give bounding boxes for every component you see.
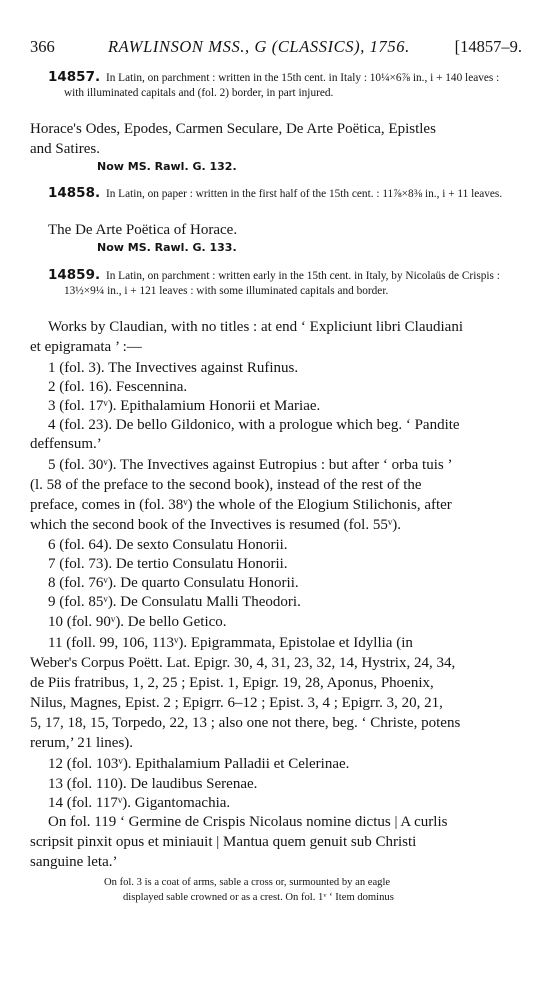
entry-number: 14859. [48, 267, 101, 283]
contents-line: 13 (fol. 110). De laudibus Serenae. [48, 776, 258, 792]
contents-line: preface, comes in (fol. 38ᵛ) the whole of the Elogium Stilichonis, after [30, 497, 452, 513]
contents-line: 8 (fol. 76ᵛ). De quarto Consulatu Honorii. [48, 575, 299, 591]
contents-line: et epigramata ’ :— [30, 339, 142, 355]
contents-line: scripsit pinxit opus et miniauit | Mantua quem genuit sub Christi [30, 834, 417, 850]
contents-line: sanguine leta.’ [30, 854, 118, 870]
contents-line: 4 (fol. 23). De bello Gildonico, with a prologue which beg. ‘ Pandite [48, 417, 460, 433]
contents-line: 11 (foll. 99, 106, 113ᵛ). Epigrammata, Epistolae et Idyllia (in [48, 635, 413, 651]
shelfmark [97, 241, 237, 255]
entry-description [48, 268, 522, 298]
contents-line: 1 (fol. 3). The Invectives against Rufinus. [48, 360, 299, 376]
contents-line: On fol. 119 ‘ Germine de Crispis Nicolaus nomine dictus | A curlis [48, 814, 448, 830]
contents-line: 5, 17, 18, 15, Torpedo, 22, 13 ; also one not there, beg. ‘ Christe, potens [30, 715, 461, 731]
shelfmark-text: Now MS. Rawl. G. 132. [97, 160, 237, 173]
shelfmark [97, 160, 237, 174]
contents-line: deffensum.’ [30, 436, 102, 452]
contents-line: 12 (fol. 103ᵛ). Epithalamium Palladii et Celerinae. [48, 756, 350, 772]
contents-line: de Piis fratribus, 1, 2, 25 ; Epist. 1, Epigr. 19, 28, Aponus, Phoenix, [30, 675, 434, 691]
contents-line: which the second book of the Invectives is resumed (fol. 55ᵛ). [30, 517, 401, 533]
footnote-line: On fol. 3 is a coat of arms, sable a cross or, surmounted by an eagle [104, 877, 391, 888]
contents-line: The De Arte Poëtica of Horace. [48, 222, 238, 238]
contents-line: 6 (fol. 64). De sexto Consulatu Honorii. [48, 537, 288, 553]
entry-description [48, 70, 522, 100]
contents-line: rerum,’ 21 lines). [30, 735, 134, 751]
entry-text: In Latin, on parchment : written in the 15th cent. in Italy : 10¼×6⅞ in., i + 140 leaves : with illuminated capitals and (fol. 2) border, in part injured. [64, 72, 500, 99]
contents-line: and Satires. [30, 141, 100, 157]
page-number: 366 [30, 37, 55, 56]
contents-line: Works by Claudian, with no titles : at end ‘ Expliciunt libri Claudiani [48, 319, 463, 335]
contents-line: 2 (fol. 16). Fescennina. [48, 379, 188, 395]
entry-text: In Latin, on parchment : written early in the 15th cent. in Italy, by Nicolaüs de Crispis : 13½×9¼ in., i + 121 leaves : with some illuminated capitals and border. [64, 270, 500, 297]
entry-range: [14857–9. [454, 37, 522, 56]
footnote-line: displayed sable crowned or as a crest. On fol. 1ᵛ ‘ Item dominus [123, 892, 394, 903]
running-title: RAWLINSON MSS., G (CLASSICS), 1756. [108, 37, 410, 56]
entry-text: In Latin, on paper : written in the first half of the 15th cent. : 11⅞×8⅜ in., i + 11 leaves. [105, 188, 503, 200]
contents-line: 10 (fol. 90ᵛ). De bello Getico. [48, 614, 227, 630]
shelfmark-text: Now MS. Rawl. G. 133. [97, 241, 237, 254]
contents-line: 14 (fol. 117ᵛ). Gigantomachia. [48, 795, 231, 811]
contents-line: 5 (fol. 30ᵛ). The Invectives against Eutropius : but after ‘ orba tuis ’ [48, 457, 453, 473]
entry-number: 14858. [48, 185, 101, 201]
contents-line: Nilus, Magnes, Epist. 2 ; Epigrr. 6–12 ; Epist. 3, 4 ; Epigrr. 3, 20, 21, [30, 695, 443, 711]
contents-line: 3 (fol. 17ᵛ). Epithalamium Honorii et Mariae. [48, 398, 321, 414]
running-header [30, 36, 522, 58]
entry-description [48, 186, 522, 202]
contents-line: Weber's Corpus Poëtt. Lat. Epigr. 30, 4, 31, 23, 32, 14, Hystrix, 24, 34, [30, 655, 456, 671]
entry-number: 14857. [48, 69, 101, 85]
contents-line: (l. 58 of the preface to the second book), instead of the rest of the [30, 477, 422, 493]
contents-line: 9 (fol. 85ᵛ). De Consulatu Malli Theodori. [48, 594, 301, 610]
contents-line: 7 (fol. 73). De tertio Consulatu Honorii. [48, 556, 288, 572]
contents-line: Horace's Odes, Epodes, Carmen Seculare, De Arte Poëtica, Epistles [30, 121, 436, 137]
